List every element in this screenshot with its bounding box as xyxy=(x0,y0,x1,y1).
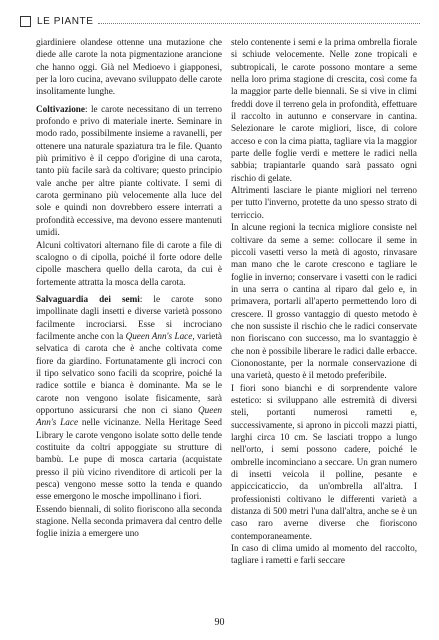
dotted-leader xyxy=(98,22,420,24)
page-number: 90 xyxy=(214,617,225,628)
right-column xyxy=(231,36,417,572)
cultivar-name-1: Queen Ann's Lace xyxy=(125,330,193,341)
running-header xyxy=(20,12,420,30)
checkbox-square-icon xyxy=(20,16,31,27)
salvaguardia-text-3: nelle vicinanze. Nella Heritage Seed Library le carote vengono isolate sotto delle tende costituite da coltri appoggiate su strutture di bambù. Le pupe di mosca cartaria (acquistate presso il più vicino rivenditore di articoli per la pesca) vengono messe sotto la tenda e quando esse emergono le mosche impollinano i fiori. xyxy=(36,417,222,502)
paragraph-salvaguardia xyxy=(36,293,222,503)
salvaguardia-text-1: : le carote sono impollinate dagli insetti e diverse varietà possono facilmente incrociarsi. Esse si incrociano facilmente anche con la xyxy=(36,293,222,341)
paragraph-overwinter: Altrimenti lasciare le piante migliori nel terreno per tutto l'inverno, protette da uno spesso strato di terriccio. xyxy=(231,185,417,220)
paragraph-stem-continued: stelo contenente i semi e la prima ombrella fiorale si schiude velocemente. Nelle zone tropicali e subtropicali, le carote possono montare a seme nella loro prima stagione di crescita, così come fa la maggior parte delle biennali. Se si vive in climi freddi dove il terreno gela in profondità, effettuare il raccolto in autunno e conservare in cantina. Selezionare le carote migliori, lisce, di colore acceso e con la cima piatta, tagliare via la maggior parte delle foglie verdi e mettere le radici nella sabbia; trapiantarle quando sarà passato ogni rischio di gelate. xyxy=(231,37,417,183)
left-column xyxy=(36,36,222,545)
paragraph-seed-to-seed: In alcune regioni la tecnica migliore consiste nel coltivare da seme a seme: collocare il seme in piccoli vasetti verso la metà di agosto, rinvasare man mano che le carote crescono e tagliare le foglie in inverno; conservare i vasetti con le radici in una serra o cantina al riparo dal gelo e, in primavera, portarli all'aperto permettendo loro di crescere. Il grosso vantaggio di questo metodo è che non sussiste il rischio che le radici conservate non fioriscano con successo, ma lo svantaggio è che non è possibile liberare le radici dalle erbacce. Ciononostante, per la normale conservazione di una varietà, questo è il metodo preferibile. xyxy=(231,222,417,381)
salvaguardia-text-2: , varietà selvatica di carota che è anche coltivata come fiore da giardino. Fortunatamente gli incroci con il tipo selvatico sono facili da scoprire, poiché la radice sottile e bianca è dominante. Ma se le carote non vengono isolate fisicamente, sarà opportuno assicurarsi che non ci siano xyxy=(36,330,223,415)
running-title: LE PIANTE xyxy=(37,15,94,27)
cultivar-name-2: Queen Ann's Lace xyxy=(36,404,222,428)
section-lead-salvaguardia: Salvaguardia dei semi xyxy=(36,293,140,304)
paragraph-coltivazione xyxy=(36,103,222,239)
paragraph-intro-continued: giardiniere olandese ottenne una mutazione che diede alle carote la nota pigmentazione arancione che hanno oggi. Già nel Medioevo i giapponesi, per la loro cucina, avevano sviluppato delle carote insolitamente lunghe. xyxy=(36,37,222,97)
paragraph-harvest: In caso di clima umido al momento del raccolto, tagliare i rametti e farli seccare xyxy=(231,543,417,566)
coltivazione-text: : le carote necessitano di un terreno profondo e privo di materiale inerte. Seminare in modo rado, possibilmente insieme a ravanelli, per ottenere una naturale spaziatura tra le file. Quanto più primitivo è il ceppo d'origine di una carota, tanto più facile sarà da coltivare; questo principio vale anche per altre piante coltivate. I semi di carota germinano più velocemente alla luce del sole e quindi non dovrebbero essere interrati a profondità eccessive, ma devono essere mantenuti umidi. xyxy=(36,103,222,238)
paragraph-companion-planting: Alcuni coltivatori alternano file di carote a file di scalogno o di cipolla, poiché il forte odore delle cipolle maschera quello della carota, da cui è fortemente attratta la mosca della carota. xyxy=(36,239,222,287)
paragraph-biennial: Essendo biennali, di solito fioriscono alla seconda stagione. Nella seconda primavera dal centro delle foglie inizia a emergere uno xyxy=(36,503,222,539)
paragraph-flowers: I fiori sono bianchi e di sorprendente valore estetico: si sviluppano alle estremità di diversi steli, portanti numerosi rametti e, successivamente, si aprono in piccoli mazzi piatti, larghi circa 10 cm. Se lasciati troppo a lungo nell'orto, i semi possono cadere, poiché le ombrelle incominciano a seccare. Un gran numero di insetti veicola il polline, pesante e appiccicaticcio, da un'ombrella all'altra. I professionisti coltivano le differenti varietà a distanza di 500 metri l'una dall'altra, anche se è un caso raro averne diverse che fioriscono contemporaneamente. xyxy=(231,382,417,541)
section-lead-coltivazione: Coltivazione xyxy=(36,103,85,114)
